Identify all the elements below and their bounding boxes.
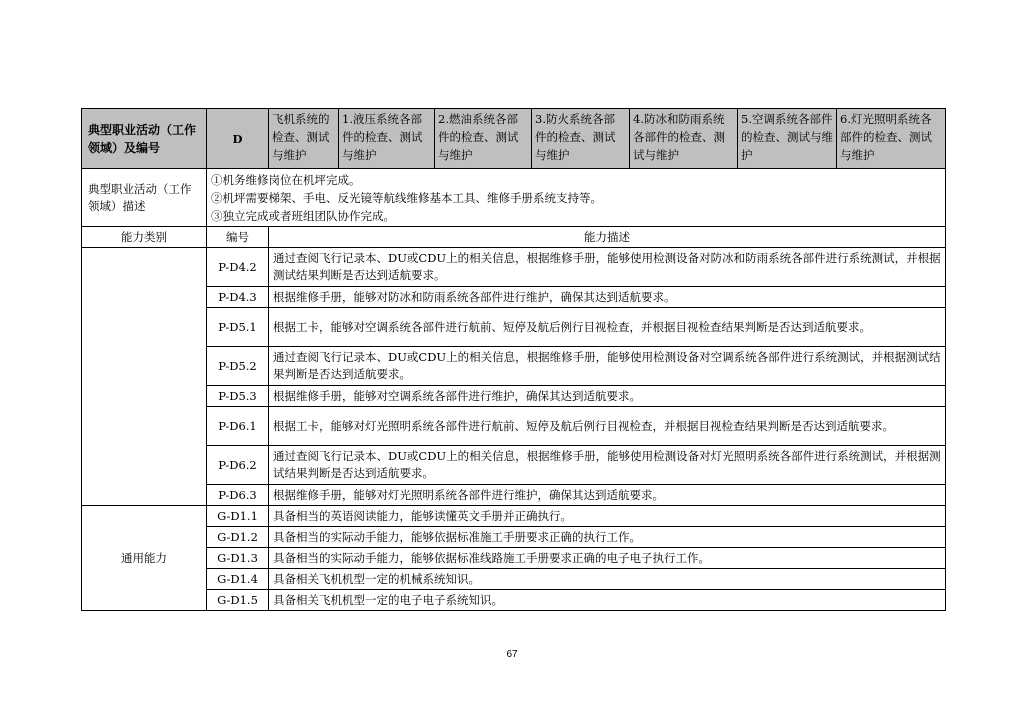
table-row (82, 386, 946, 407)
table-row (82, 407, 946, 446)
row-text: 具备相当的实际动手能力，能够依据标准线路施工手册要求正确的电子电子执行工作。 (269, 548, 946, 569)
table-row (82, 590, 946, 611)
colhead-desc: 能力描述 (269, 227, 946, 248)
header-col-5: 5.空调系统各部件的检查、测试与维护 (738, 109, 837, 169)
category-general: 通用能力 (82, 506, 207, 611)
colhead-category: 能力类别 (82, 227, 207, 248)
table-row (82, 485, 946, 506)
row-code: G-D1.2 (207, 527, 269, 548)
row-text: 根据工卡，能够对灯光照明系统各部件进行航前、短停及航后例行目视检查，并根据目视检查结果判断是否达到适航要求。 (269, 407, 946, 446)
table-row (82, 548, 946, 569)
table-row (82, 308, 946, 347)
table-row (82, 248, 946, 287)
header-row (82, 109, 946, 169)
row-code: P-D4.2 (207, 248, 269, 287)
header-col-1: 1.液压系统各部件的检查、测试与维护 (339, 109, 435, 169)
row-code: P-D6.3 (207, 485, 269, 506)
row-code: G-D1.5 (207, 590, 269, 611)
row-text: 根据维修手册，能够对防冰和防雨系统各部件进行维护，确保其达到适航要求。 (269, 287, 946, 308)
row-code: G-D1.4 (207, 569, 269, 590)
row-code: G-D1.1 (207, 506, 269, 527)
row-text: 具备相关飞机机型一定的电子电子系统知识。 (269, 590, 946, 611)
header-col-2: 2.燃油系统各部件的检查、测试与维护 (435, 109, 532, 169)
row-text: 具备相当的英语阅读能力，能够读懂英文手册并正确执行。 (269, 506, 946, 527)
description-text (207, 169, 946, 227)
row-text: 根据维修手册，能够对灯光照明系统各部件进行维护，确保其达到适航要求。 (269, 485, 946, 506)
header-col-4: 4.防冰和防雨系统各部件的检查、测试与维护 (630, 109, 738, 169)
row-code: G-D1.3 (207, 548, 269, 569)
description-label: 典型职业活动（工作领域）描述 (82, 169, 207, 227)
table-row (82, 446, 946, 485)
column-heads-row (82, 227, 946, 248)
colhead-code: 编号 (207, 227, 269, 248)
row-code: P-D5.3 (207, 386, 269, 407)
row-code: P-D6.1 (207, 407, 269, 446)
description-line: ③独立完成或者班组团队协作完成。 (211, 208, 395, 223)
table-row (82, 506, 946, 527)
row-text: 根据工卡，能够对空调系统各部件进行航前、短停及航后例行目视检查，并根据目视检查结果判断是否达到适航要求。 (269, 308, 946, 347)
row-code: P-D5.2 (207, 347, 269, 386)
description-row (82, 169, 946, 227)
table-row (82, 347, 946, 386)
header-title: 典型职业活动（工作领域）及编号 (82, 109, 207, 169)
header-col-0: 飞机系统的检查、测试与维护 (269, 109, 339, 169)
row-text: 根据维修手册，能够对空调系统各部件进行维护，确保其达到适航要求。 (269, 386, 946, 407)
row-code: P-D4.3 (207, 287, 269, 308)
category-empty (82, 248, 207, 506)
row-text: 通过查阅飞行记录本、DU或CDU上的相关信息，根据维修手册，能够使用检测设备对空调系统各部件进行系统测试，并根据测试结果判断是否达到适航要求。 (269, 347, 946, 386)
table-row (82, 569, 946, 590)
row-code: P-D5.1 (207, 308, 269, 347)
description-line: ①机务维修岗位在机坪完成。 (211, 172, 361, 187)
description-line: ②机坪需要梯架、手电、反光镜等航线维修基本工具、维修手册系统支持等。 (211, 190, 602, 205)
header-col-3: 3.防火系统各部件的检查、测试与维护 (532, 109, 630, 169)
row-text: 具备相当的实际动手能力，能够依据标准施工手册要求正确的执行工作。 (269, 527, 946, 548)
page-number: 67 (506, 649, 518, 660)
table-row (82, 287, 946, 308)
row-text: 通过查阅飞行记录本、DU或CDU上的相关信息，根据维修手册，能够使用检测设备对防冰和防雨系统各部件进行系统测试，并根据测试结果判断是否达到适航要求。 (269, 248, 946, 287)
row-code: P-D6.2 (207, 446, 269, 485)
row-text: 具备相关飞机机型一定的机械系统知识。 (269, 569, 946, 590)
row-text: 通过查阅飞行记录本、DU或CDU上的相关信息，根据维修手册，能够使用检测设备对灯光照明系统各部件进行系统测试，并根据测试结果判断是否达到适航要求。 (269, 446, 946, 485)
header-code: D (207, 109, 269, 169)
table-row (82, 527, 946, 548)
competency-table (81, 108, 946, 611)
header-col-6: 6.灯光照明系统各部件的检查、测试与维护 (837, 109, 946, 169)
